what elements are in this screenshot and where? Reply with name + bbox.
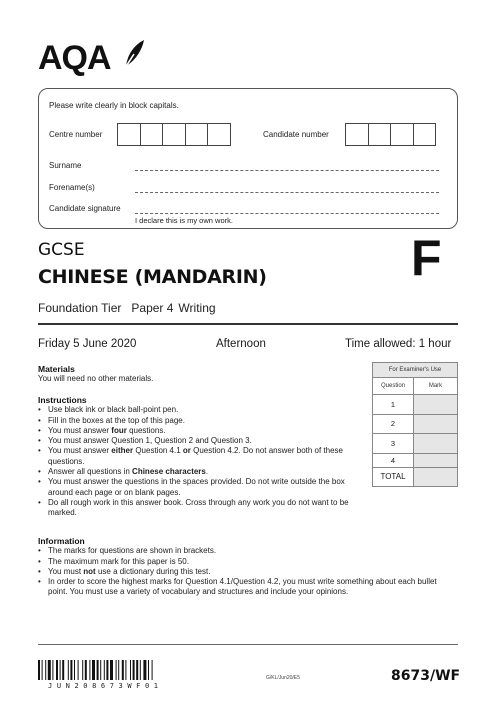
examiner-use-table: [372, 362, 458, 487]
question-number: 1: [373, 395, 414, 415]
information-item: • You must not use a dictionary during this test.: [38, 567, 458, 577]
mark-cell[interactable]: [414, 453, 458, 467]
leaf-icon: [122, 38, 146, 70]
divider-rule: [38, 323, 458, 325]
digit-box[interactable]: [185, 123, 209, 146]
signature-label: Candidate signature: [49, 204, 121, 213]
signature-field[interactable]: [135, 213, 439, 214]
centre-number-label: Centre number: [49, 130, 103, 139]
question-number: 2: [373, 414, 414, 434]
examiner-table-title: For Examiner's Use: [373, 363, 458, 378]
surname-field[interactable]: [135, 170, 439, 171]
total-mark-cell[interactable]: [414, 467, 458, 486]
exam-date: Friday 5 June 2020: [38, 338, 137, 350]
information-item: • The maximum mark for this paper is 50.: [38, 557, 458, 567]
exam-session: Afternoon: [216, 338, 266, 350]
materials-section: [38, 364, 363, 385]
digit-box[interactable]: [162, 123, 186, 146]
digit-box[interactable]: [368, 123, 392, 146]
candidate-number-label: Candidate number: [263, 130, 329, 139]
instruction-item: • You must answer either Question 4.1 or Question 4.2. Do not answer both of these questions.: [38, 446, 363, 467]
instruction-item: • You must answer four questions.: [38, 426, 363, 436]
footer-rule: [38, 644, 458, 645]
mark-column-header: Mark: [414, 378, 458, 395]
information-heading: Information: [38, 536, 85, 546]
mark-cell[interactable]: [414, 434, 458, 454]
digit-box[interactable]: [117, 123, 141, 146]
information-item: • The marks for questions are shown in brackets.: [38, 546, 458, 556]
subject-title: CHINESE (MANDARIN): [38, 266, 267, 288]
materials-heading: Materials: [38, 364, 75, 374]
digit-box[interactable]: [345, 123, 369, 146]
paper-code: 8673/WF: [391, 668, 461, 684]
instruction-item: • Use black ink or black ball-point pen.: [38, 405, 363, 415]
digit-box[interactable]: [207, 123, 231, 146]
paper-number: Paper 4: [131, 301, 174, 315]
question-number: 4: [373, 453, 414, 467]
centre-number-boxes[interactable]: [117, 123, 230, 146]
logo-text: AQA: [38, 39, 111, 77]
barcode-number: JUN208673WF01: [48, 682, 163, 690]
information-list: [38, 546, 458, 597]
materials-text: You will need no other materials.: [38, 374, 154, 384]
time-allowed: Time allowed: 1 hour: [345, 338, 452, 350]
candidate-details-box: [38, 88, 458, 229]
question-number: 3: [373, 434, 414, 454]
digit-box[interactable]: [390, 123, 414, 146]
declaration-text: I declare this is my own work.: [135, 216, 233, 225]
instruction-item: • Answer all questions in Chinese characters.: [38, 467, 363, 477]
surname-label: Surname: [49, 161, 82, 170]
information-section: [38, 536, 458, 598]
instruction-item: • Fill in the boxes at the top of this page.: [38, 416, 363, 426]
mark-cell[interactable]: [414, 395, 458, 415]
qualification-level: GCSE: [38, 240, 85, 260]
tier-letter: F: [411, 230, 442, 286]
forenames-label: Forename(s): [49, 183, 95, 192]
instructions-list: [38, 405, 363, 518]
question-column-header: Question: [373, 378, 414, 395]
barcode: [38, 660, 186, 680]
digit-box[interactable]: [140, 123, 164, 146]
digit-box[interactable]: [413, 123, 437, 146]
instruction-item: • You must answer the questions in the spaces provided. Do not write outside the box around each page or on blank pages.: [38, 477, 363, 498]
total-label: TOTAL: [373, 467, 414, 486]
component-name: Writing: [178, 301, 216, 315]
information-item: • In order to score the highest marks for Question 4.1/Question 4.2, you must write something about each bullet point. You must use a variety of vocabulary and structures and include your opinions.: [38, 577, 458, 598]
instructions-heading: Instructions: [38, 395, 87, 405]
block-capitals-instruction: Please write clearly in block capitals.: [49, 101, 179, 110]
candidate-number-boxes[interactable]: [345, 123, 435, 146]
instruction-item: • You must answer Question 1, Question 2 and Question 3.: [38, 436, 363, 446]
tier-name: Foundation Tier: [38, 301, 122, 315]
reference-code: G/KL/Jun20/E5: [266, 675, 300, 681]
forenames-field[interactable]: [135, 192, 439, 193]
tier-paper-line: [38, 301, 216, 315]
instructions-section: [38, 395, 363, 519]
instruction-item: • Do all rough work in this answer book. Cross through any work you do not want to be marked.: [38, 498, 363, 519]
mark-cell[interactable]: [414, 414, 458, 434]
